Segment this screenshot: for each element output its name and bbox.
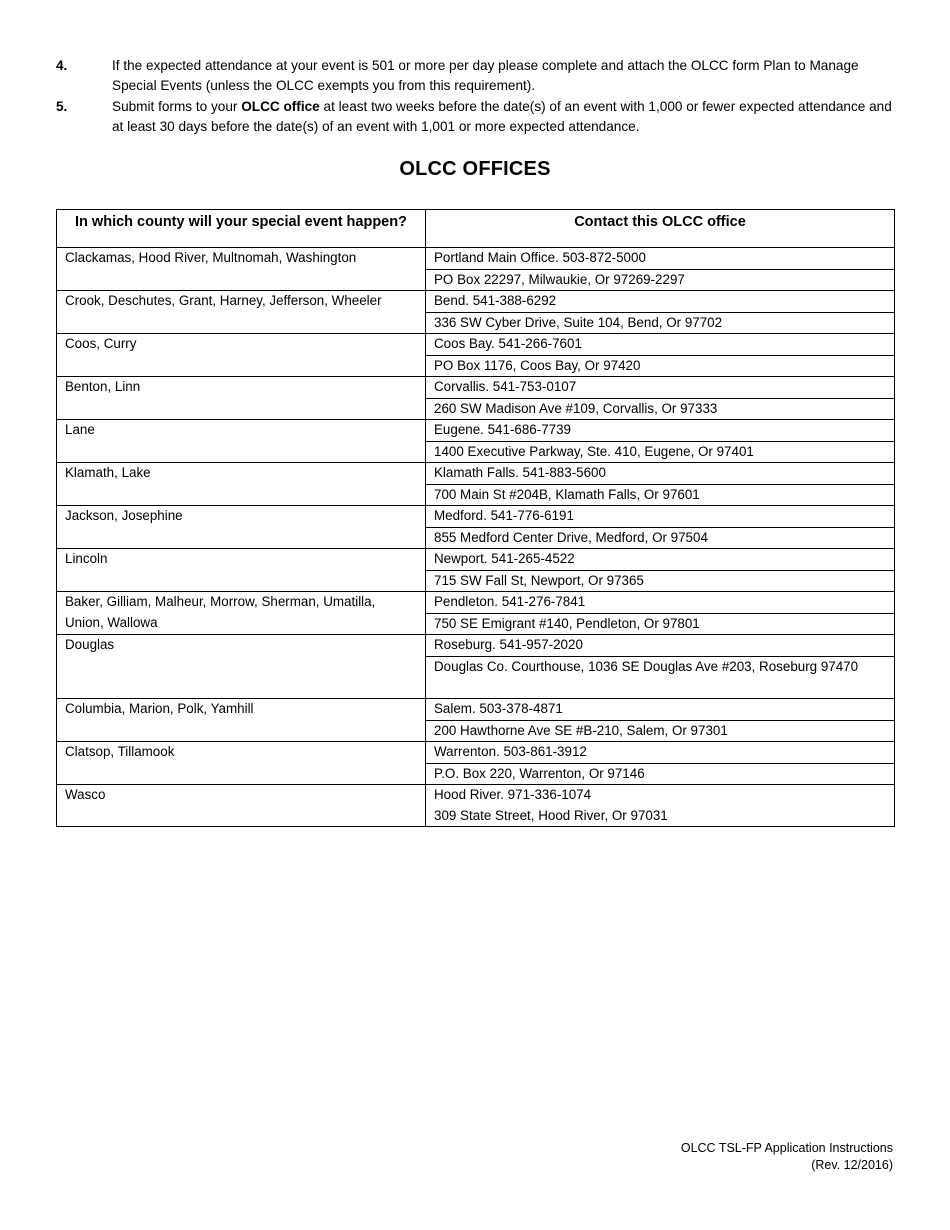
table-header-row xyxy=(57,210,895,248)
instruction-number: 5. xyxy=(56,99,68,114)
contact-cell xyxy=(426,420,895,463)
office-name-phone: Medford. 541-776-6191 xyxy=(426,506,894,528)
office-name-phone: Eugene. 541-686-7739 xyxy=(426,420,894,442)
contact-cell xyxy=(426,248,895,291)
office-address: 700 Main St #204B, Klamath Falls, Or 97601 xyxy=(434,486,700,502)
instruction-item-5 xyxy=(56,97,896,137)
table-row xyxy=(57,506,895,549)
office-name-phone: Newport. 541-265-4522 xyxy=(426,549,894,571)
office-address: 200 Hawthorne Ave SE #B-210, Salem, Or 97301 xyxy=(434,722,728,738)
contact-cell xyxy=(426,635,895,699)
table-row xyxy=(57,785,895,827)
instruction-text xyxy=(112,97,896,137)
table-row xyxy=(57,377,895,420)
county-cell: Benton, Linn xyxy=(57,377,426,420)
contact-cell xyxy=(426,291,895,334)
county-cell: Baker, Gilliam, Malheur, Morrow, Sherman, Umatilla, Union, Wallowa xyxy=(57,592,426,635)
table-row xyxy=(57,334,895,377)
contact-cell xyxy=(426,549,895,592)
county-cell: Coos, Curry xyxy=(57,334,426,377)
county-cell: Klamath, Lake xyxy=(57,463,426,506)
table-row xyxy=(57,592,895,635)
instruction-text-before: Submit forms to your xyxy=(112,99,242,114)
table-row xyxy=(57,549,895,592)
instruction-text: If the expected attendance at your event is 501 or more per day please complete and attach the OLCC form Plan to Manage Special Events (unless the OLCC exempts you from this requirement). xyxy=(112,58,859,93)
county-cell: Lincoln xyxy=(57,549,426,592)
instruction-item-4 xyxy=(56,56,896,96)
office-name-phone: Salem. 503-378-4871 xyxy=(426,699,894,721)
instruction-number: 4. xyxy=(56,58,68,73)
instruction-text-bold: OLCC office xyxy=(241,99,320,114)
table-row xyxy=(57,420,895,463)
county-cell: Douglas xyxy=(57,635,426,699)
office-name-phone: Roseburg. 541-957-2020 xyxy=(426,635,894,657)
contact-cell xyxy=(426,699,895,742)
contact-cell xyxy=(426,334,895,377)
county-cell: Jackson, Josephine xyxy=(57,506,426,549)
office-name-phone: Warrenton. 503-861-3912 xyxy=(426,742,894,764)
office-address: 336 SW Cyber Drive, Suite 104, Bend, Or 97702 xyxy=(434,314,723,330)
office-name-phone: Hood River. 971-336-1074 xyxy=(434,787,592,802)
county-cell: Crook, Deschutes, Grant, Harney, Jefferson, Wheeler xyxy=(57,291,426,334)
county-cell: Clatsop, Tillamook xyxy=(57,742,426,785)
instruction-text-after: at least two weeks before the date(s) of an event with 1,000 or fewer expected attendance and at least 30 days before the date(s) of an event with 1,001 or more expected attendance. xyxy=(112,99,892,134)
county-column-header: In which county will your special event happen? xyxy=(57,210,426,248)
olcc-offices-table xyxy=(56,209,895,827)
office-name-phone: Corvallis. 541-753-0107 xyxy=(426,377,894,399)
contact-cell xyxy=(426,377,895,420)
table-row xyxy=(57,635,895,699)
office-address: PO Box 22297, Milwaukie, Or 97269-2297 xyxy=(434,271,685,287)
county-cell: Wasco xyxy=(57,785,426,827)
table-row xyxy=(57,742,895,785)
office-name-phone: Portland Main Office. 503-872-5000 xyxy=(426,248,894,270)
office-address: Douglas Co. Courthouse, 1036 SE Douglas Ave #203, Roseburg 97470 xyxy=(434,658,859,674)
office-name-phone: Bend. 541-388-6292 xyxy=(426,291,894,313)
office-address: PO Box 1176, Coos Bay, Or 97420 xyxy=(434,357,641,373)
footer-form-name: OLCC TSL-FP Application Instructions xyxy=(680,1141,893,1155)
contact-cell xyxy=(426,463,895,506)
footer-revision: (Rev. 12/2016) xyxy=(811,1158,893,1172)
county-cell: Clackamas, Hood River, Multnomah, Washington xyxy=(57,248,426,291)
table-row xyxy=(57,699,895,742)
footer xyxy=(681,1140,893,1174)
contact-cell xyxy=(426,592,895,635)
contact-cell xyxy=(426,742,895,785)
county-cell: Columbia, Marion, Polk, Yamhill xyxy=(57,699,426,742)
office-address: 309 State Street, Hood River, Or 97031 xyxy=(434,807,668,823)
office-name-phone: Coos Bay. 541-266-7601 xyxy=(426,334,894,356)
office-address: 750 SE Emigrant #140, Pendleton, Or 97801 xyxy=(434,615,700,631)
table-row xyxy=(57,248,895,291)
office-address: 715 SW Fall St, Newport, Or 97365 xyxy=(434,572,644,588)
instructions-list xyxy=(56,56,896,138)
table-row xyxy=(57,463,895,506)
contact-column-header: Contact this OLCC office xyxy=(426,210,895,248)
county-cell: Lane xyxy=(57,420,426,463)
contact-cell xyxy=(426,785,895,827)
table-row xyxy=(57,291,895,334)
contact-cell xyxy=(426,506,895,549)
office-address: P.O. Box 220, Warrenton, Or 97146 xyxy=(434,765,645,781)
table-body xyxy=(57,248,895,827)
office-address: 855 Medford Center Drive, Medford, Or 97504 xyxy=(434,529,708,545)
office-name-phone: Klamath Falls. 541-883-5600 xyxy=(426,463,894,485)
office-address: 1400 Executive Parkway, Ste. 410, Eugene, Or 97401 xyxy=(434,443,754,459)
office-address: 260 SW Madison Ave #109, Corvallis, Or 97333 xyxy=(434,400,718,416)
page-title: OLCC OFFICES xyxy=(399,158,551,180)
office-name-phone: Pendleton. 541-276-7841 xyxy=(426,592,894,614)
